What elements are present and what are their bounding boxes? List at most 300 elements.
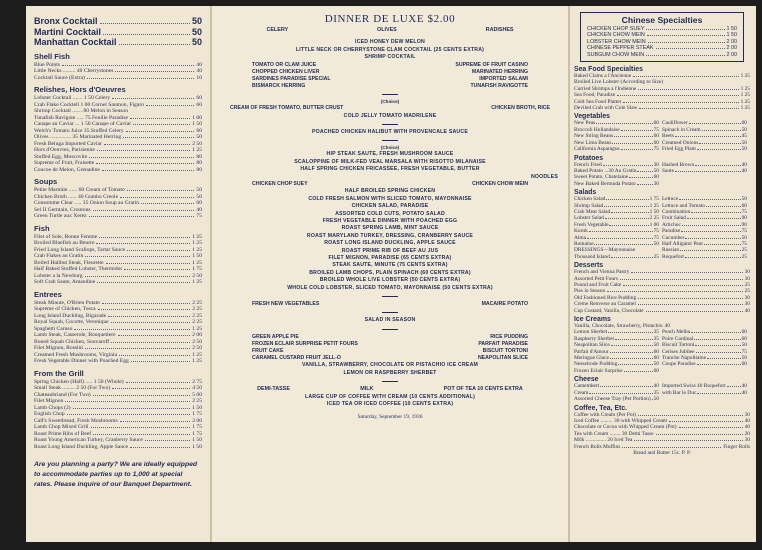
item-price: 40 bbox=[741, 383, 747, 390]
leader-dots bbox=[620, 279, 743, 280]
leader-dots bbox=[115, 71, 194, 72]
item-name: Artichoc bbox=[662, 221, 681, 228]
item-price: 1 25 bbox=[192, 233, 202, 240]
item-price: 40 bbox=[196, 61, 202, 68]
item-price: 1 50 bbox=[649, 208, 659, 215]
item-price: 25 bbox=[741, 253, 747, 260]
item-name: New Peas bbox=[574, 120, 596, 127]
starter-item: ICED HONEY DEW MELON bbox=[355, 39, 425, 46]
leader-dots bbox=[675, 136, 741, 137]
leader-dots bbox=[680, 250, 741, 251]
main-item: FILET MIGNON, PARADISE (65 CENTS EXTRA) bbox=[328, 254, 452, 261]
item-name: Stuffed Egg, Moscovite bbox=[34, 153, 88, 160]
item-name: CHICKEN CHOW MEIN bbox=[587, 32, 645, 39]
item-name: Kuruk bbox=[574, 228, 588, 235]
dessert-pair bbox=[222, 355, 558, 362]
section-title: Cheese bbox=[574, 376, 599, 384]
item-name: Consomme Clear ..... 35 Onion Soup au Gratin bbox=[34, 200, 140, 206]
leader-dots bbox=[106, 263, 191, 264]
leader-dots bbox=[119, 355, 190, 356]
leader-dots bbox=[646, 55, 724, 56]
item-name: New Baked Bermuda Potato bbox=[574, 180, 636, 187]
item-name: Iced Coffee ......... 30 with Whipped Cream bbox=[574, 417, 668, 424]
item-price: 60 bbox=[196, 200, 202, 206]
item-name: New String Beans bbox=[574, 133, 614, 140]
item-name: Imported Swiss 40 Roquefort bbox=[662, 383, 726, 390]
item-name: Roquefort bbox=[662, 253, 684, 260]
leader-dots bbox=[679, 199, 740, 200]
item-name: Biscuit Tortoni bbox=[662, 342, 695, 349]
item-price: 2 25 bbox=[192, 319, 202, 325]
item-name: Martini Cocktail bbox=[34, 26, 102, 37]
dessert-pair bbox=[222, 334, 558, 341]
soup-right: CHICKEN BROTH, RICE bbox=[491, 105, 550, 112]
item-name: Alma bbox=[574, 234, 586, 241]
menu-row bbox=[34, 444, 202, 451]
salad-item: SALAD IN SEASON bbox=[364, 317, 416, 324]
item-name: Pies in Season bbox=[574, 288, 606, 295]
item-name: Half Alligator Pear bbox=[662, 240, 704, 247]
item-name: French Rolls Muffins bbox=[574, 443, 621, 450]
leader-dots bbox=[697, 364, 741, 365]
main-item: BROILED WHOLE LIVE LOBSTER (50 CENTS EXTRA) bbox=[319, 277, 461, 284]
leader-dots bbox=[133, 124, 190, 125]
menu-item bbox=[574, 396, 662, 402]
item-price: 75 bbox=[196, 213, 202, 219]
item-price: 60 bbox=[196, 101, 202, 108]
leader-dots bbox=[638, 298, 742, 299]
item-name: Lamb Chops (2) bbox=[34, 404, 71, 411]
item-price: 2 75 bbox=[192, 378, 202, 385]
item-name: Soft Crab Saute, Amandine bbox=[34, 279, 96, 285]
item-price: 35 bbox=[653, 389, 659, 396]
item-price: 80 bbox=[196, 160, 202, 166]
leader-dots bbox=[126, 131, 195, 132]
item-price: 60 bbox=[653, 120, 659, 127]
leader-dots bbox=[606, 199, 648, 200]
item-name: California Asparagus bbox=[574, 146, 620, 153]
leader-dots bbox=[621, 130, 653, 131]
item-price: 1 50 bbox=[192, 253, 202, 259]
leader-dots bbox=[691, 332, 741, 333]
leader-dots bbox=[145, 440, 190, 441]
item-price: 1 75 bbox=[649, 196, 659, 203]
item-price: 2 25 bbox=[192, 299, 202, 306]
item-name: CHICKEN CHOP SUEY bbox=[587, 26, 645, 32]
leader-dots bbox=[695, 345, 740, 346]
item-price: 2 00 bbox=[726, 38, 737, 45]
leader-dots bbox=[656, 48, 725, 49]
leader-dots bbox=[73, 408, 191, 409]
item-name: Lobster a la Newburg bbox=[34, 272, 83, 279]
item-name: Shrimp Salad bbox=[574, 202, 604, 209]
starter-right: TUNAFISH RAVIGOTTE bbox=[470, 83, 528, 90]
item-price: 50 bbox=[196, 187, 202, 193]
menu-date: Saturday, September 19, 1936 bbox=[357, 414, 423, 421]
item-price: 50 bbox=[741, 355, 747, 362]
item-name: Assorted Cheese Tray (Per Portion) bbox=[574, 396, 651, 403]
item-price: 60 bbox=[653, 367, 659, 374]
item-price: 50 bbox=[191, 26, 202, 37]
item-price: 60 bbox=[196, 95, 202, 101]
item-name: Assorted Petit Fours bbox=[574, 275, 619, 282]
item-name: Royal Squab, Cocotte, Veronique bbox=[34, 319, 109, 325]
item-price: 30 bbox=[744, 294, 750, 301]
divider bbox=[382, 94, 398, 95]
leader-dots bbox=[74, 329, 190, 330]
leader-dots bbox=[89, 157, 194, 158]
item-name: Half Baked Stuffed Lobster, Thermidor bbox=[34, 266, 123, 272]
item-price: 1 50 bbox=[192, 404, 202, 411]
item-name: Cold Sea Food Platter bbox=[574, 98, 622, 105]
veg-right: MACAIRE POTATO bbox=[481, 300, 528, 307]
leader-dots bbox=[93, 210, 195, 211]
section-title: Potatoes bbox=[574, 154, 604, 162]
item-name: Chicken Salad bbox=[574, 196, 606, 203]
leader-dots bbox=[638, 415, 743, 416]
item-name: Cucumber bbox=[662, 234, 685, 241]
item-price: 1 50 bbox=[726, 26, 737, 32]
leader-dots bbox=[130, 447, 190, 448]
starter-left: TOMATO OR CLAM JUICE bbox=[252, 61, 317, 68]
leader-dots bbox=[112, 98, 194, 99]
item-name: Pound and Fruit Cake bbox=[574, 282, 622, 288]
leader-dots bbox=[695, 165, 740, 166]
item-name: Crab Flake Cocktell 1 00 Cornel Saumon, Figaro bbox=[34, 101, 144, 108]
item-price: 75 bbox=[653, 234, 659, 241]
item-price: 1 75 bbox=[192, 430, 202, 437]
starter-pair bbox=[222, 69, 558, 76]
item-price: 35 bbox=[653, 335, 659, 342]
starter-right: SUPREME OF FRUIT CASINO bbox=[455, 61, 528, 68]
main-item: NOODLES bbox=[530, 173, 558, 180]
menu-item bbox=[662, 168, 750, 174]
leader-dots bbox=[607, 291, 742, 292]
leader-dots bbox=[652, 399, 653, 400]
dessert-right: NEAPOLITAN SLICE bbox=[477, 355, 528, 362]
item-price: 1 50 bbox=[192, 437, 202, 443]
dessert-left: GREEN APPLE PIE bbox=[252, 333, 299, 340]
item-price: 1 00 bbox=[649, 221, 659, 228]
item-name: Coffee with Cream (Per Pot) bbox=[574, 411, 636, 418]
item-name: DRESSINGS—Mayonnaise bbox=[574, 247, 636, 254]
leader-dots bbox=[97, 282, 190, 283]
bread-note: Bread and Butter 15c. P. P. bbox=[633, 449, 691, 456]
leader-dots bbox=[104, 144, 190, 145]
drink-item: MILK bbox=[360, 386, 374, 393]
main-item: ROAST MARYLAND TURKEY, DRESSING, CRANBERRY SAUCE bbox=[306, 232, 474, 239]
relish-item: CELERY bbox=[266, 27, 289, 33]
item-name: Petite Marmite ...... 60 Cream of Tomato bbox=[34, 187, 125, 193]
item-price: 25 bbox=[741, 247, 747, 254]
leader-dots bbox=[120, 421, 191, 422]
menu-item bbox=[574, 146, 662, 152]
leader-dots bbox=[621, 149, 653, 150]
item-name: Lemon Sherbet bbox=[574, 329, 608, 336]
item-name: Bronx Cocktail bbox=[34, 16, 98, 26]
menu-row bbox=[34, 213, 202, 220]
dessert-left: FROZEN ECLAIR SURPRISE PETIT FOURS bbox=[252, 340, 358, 347]
item-price: 50 bbox=[196, 134, 202, 140]
item-name: Cocktail Sauce (Extra) bbox=[34, 74, 85, 81]
dessert-right: PARFAIT PARADISE bbox=[478, 340, 528, 347]
leader-dots bbox=[704, 244, 741, 245]
item-price: 60 bbox=[741, 361, 747, 368]
item-name: French and Vienna Pastry bbox=[574, 269, 630, 276]
leader-dots bbox=[618, 364, 652, 365]
leader-dots bbox=[669, 421, 743, 422]
drink-item: POT OF TEA 10 CENTS EXTRA bbox=[443, 386, 523, 393]
leader-dots bbox=[93, 434, 190, 435]
starter-pair bbox=[222, 83, 558, 90]
item-name: Broccoli Hollandaise bbox=[574, 126, 620, 133]
item-name: Old Fashioned Rice Pudding bbox=[574, 294, 637, 301]
leader-dots bbox=[685, 257, 741, 258]
starter-right: MARINATED HERRING bbox=[471, 68, 528, 75]
main-item: HALF BROILED SPRING CHICKEN bbox=[344, 188, 436, 195]
main-item: WHOLE COLD LOBSTER, SLICED TOMATO, MAYONNAISE (50 CENTS EXTRA) bbox=[287, 284, 493, 291]
item-price: 1 25 bbox=[740, 98, 750, 105]
dessert-pair bbox=[222, 348, 558, 355]
item-name: Vanilla, Chocolate, Strawberry, Pistachio bbox=[574, 323, 663, 330]
item-name: Little Necks ......... 40 Cherrystones bbox=[34, 68, 114, 74]
item-price: 60 bbox=[741, 329, 747, 336]
item-price: 40 bbox=[744, 307, 750, 314]
menu-item bbox=[662, 361, 750, 367]
item-price: 60 bbox=[653, 133, 659, 140]
item-name: Crab Flakes au Gratin bbox=[34, 253, 84, 259]
leader-dots bbox=[596, 123, 652, 124]
item-name: SUBGUM CHOW MEIN bbox=[587, 51, 645, 58]
item-name: Lobster Salad bbox=[574, 215, 604, 222]
item-price: 30 bbox=[653, 180, 659, 187]
main-item: FRESH VEGETABLE DINNER WITH POACHED EGG bbox=[322, 217, 458, 224]
item-price: 2 25 bbox=[192, 398, 202, 404]
item-price: 30 bbox=[653, 161, 659, 168]
item-price: 1 25 bbox=[192, 358, 202, 364]
item-price: 1 00 bbox=[192, 114, 202, 121]
leader-dots bbox=[603, 165, 653, 166]
item-price: 2 50 bbox=[192, 338, 202, 345]
item-price: 1 25 bbox=[192, 246, 202, 253]
main-item: SCALOPPINE OF MILK-FED VEAL MARSALA WITH RISOTTO MILANAISE bbox=[294, 158, 486, 165]
menu-item bbox=[574, 254, 662, 260]
menu-item bbox=[574, 181, 662, 187]
item-price: 80 bbox=[196, 153, 202, 160]
item-name: Hashed Brown bbox=[662, 161, 695, 168]
item-name: Poire Cardinal bbox=[662, 335, 694, 342]
left-panel bbox=[26, 6, 210, 542]
divider bbox=[382, 312, 398, 313]
dessert-item: LEMON OR RASPBERRY SHERBET bbox=[343, 369, 437, 376]
leader-dots bbox=[617, 95, 738, 96]
item-name: Deviled Crab with Cole Slaw bbox=[574, 105, 638, 112]
dessert-right: BISCUIT TORTONI bbox=[482, 347, 528, 354]
item-price: 50 bbox=[191, 16, 202, 26]
item-price: 25 bbox=[653, 253, 659, 260]
item-name: Saute bbox=[662, 167, 674, 174]
leader-dots bbox=[98, 309, 191, 310]
leader-dots bbox=[648, 42, 725, 43]
leader-dots bbox=[605, 218, 649, 219]
item-name: Cauliflower bbox=[662, 120, 688, 127]
item-name: Boiled Halibut Steak, Fleurette bbox=[34, 259, 104, 266]
leader-dots bbox=[656, 434, 743, 435]
menu-row bbox=[574, 254, 750, 260]
item-price: 1 75 bbox=[192, 411, 202, 417]
item-name: Baked Clams a l'Ancienne bbox=[574, 73, 632, 80]
main-item: BROILED LAMB CHOPS, PLAIN SPINACH (60 CENTS EXTRA) bbox=[309, 269, 471, 276]
chow-pair bbox=[222, 181, 558, 188]
leader-dots bbox=[126, 382, 191, 383]
menu-row bbox=[34, 16, 202, 27]
item-price: 1 50 bbox=[192, 121, 202, 127]
leader-dots bbox=[682, 225, 741, 226]
leader-dots bbox=[112, 388, 190, 389]
leader-dots bbox=[108, 316, 190, 317]
leader-dots bbox=[615, 339, 653, 340]
item-name: Meringue Glace bbox=[574, 355, 609, 362]
item-name: Coucoe de Melon, Grenadine bbox=[34, 166, 100, 173]
item-price: 75 bbox=[653, 228, 659, 235]
leader-dots bbox=[638, 304, 743, 305]
item-price: 2 25 bbox=[192, 312, 202, 319]
main-item: ROAST LONG ISLAND DUCKLING, APPLE SAUCE bbox=[324, 240, 456, 247]
leader-dots bbox=[638, 89, 738, 90]
item-price: 75 bbox=[741, 240, 747, 247]
item-name: Cup Custard, Vanilla, Chocolate bbox=[574, 307, 644, 314]
main-item: ROAST PRIME RIB OF BEEF AU JUS bbox=[341, 247, 439, 254]
item-price: 50 bbox=[741, 139, 747, 146]
item-price: 1 75 bbox=[192, 266, 202, 272]
leader-dots bbox=[623, 102, 738, 103]
item-price: 75 bbox=[741, 208, 747, 215]
item-name: Chateaubriand (For Two) bbox=[34, 391, 91, 398]
banquet-note: Are you planning a party? We are ideally equipped to accommodate parties up to 1,000 at special rates. Please inquire of our Banquet Department. bbox=[34, 461, 198, 488]
leader-dots bbox=[631, 272, 742, 273]
item-name: Roast Young American Turkey, Cranberry Sauce bbox=[34, 437, 143, 443]
chinese-specialties-box bbox=[580, 12, 744, 62]
main-item: STEAK SAUTE, MINUTE (75 CENTS EXTRA) bbox=[332, 262, 448, 269]
item-name: Peach Melba bbox=[662, 329, 690, 336]
item-price: 25 bbox=[744, 282, 750, 288]
starter-item: LITTLE NECK OR CHERRYSTONE CLAM COCKTAIL (25 CENTS EXTRA) bbox=[295, 46, 485, 53]
item-price: 2 50 bbox=[192, 345, 202, 351]
item-name: Canape au Caviar ... 1 50 Canape of Caviar bbox=[34, 121, 132, 127]
leader-dots bbox=[646, 311, 743, 312]
item-name: Fresh Vegetable bbox=[574, 221, 609, 228]
leader-dots bbox=[124, 269, 190, 270]
item-name: Lettuce bbox=[662, 196, 679, 203]
fish-course: POACHED CHICKEN HALIBUT WITH PROVENCALE SAUCE bbox=[312, 129, 468, 136]
leader-dots bbox=[100, 23, 190, 24]
menu-row bbox=[34, 279, 202, 286]
item-price: 30 bbox=[744, 437, 750, 444]
menu-row bbox=[574, 146, 750, 152]
item-name: Sea Food, Paradise bbox=[574, 92, 616, 99]
starter-pair bbox=[222, 76, 558, 83]
item-price: 2 00 bbox=[192, 332, 202, 338]
item-price: 60 bbox=[653, 139, 659, 146]
section-title: Entrees bbox=[34, 289, 62, 299]
soup-pair bbox=[222, 105, 558, 112]
relish-line bbox=[222, 27, 558, 34]
leader-dots bbox=[689, 123, 741, 124]
section-title: Soups bbox=[34, 177, 58, 186]
item-name: Frozen Eclair Surprise bbox=[574, 367, 623, 374]
item-name: Broiled Live Lobster (According to Size) bbox=[574, 79, 664, 86]
item-name: with Bar le Duc bbox=[662, 389, 697, 396]
item-price: 1 50 bbox=[726, 32, 737, 39]
dessert-left: CARAMEL CUSTARD FRUIT JELL-O bbox=[252, 355, 341, 362]
item-price: 50 bbox=[741, 146, 747, 153]
right-panel bbox=[570, 6, 756, 542]
dessert-item: VANILLA, STRAWBERRY, CHOCOLATE OR PISTACHIO ICE CREAM bbox=[301, 362, 479, 369]
leader-dots bbox=[131, 361, 190, 362]
item-name: Broiled Bluefish au Beurre bbox=[34, 240, 95, 246]
item-price: 40 bbox=[664, 323, 670, 330]
item-price: 10 bbox=[196, 74, 202, 81]
divider bbox=[382, 329, 398, 330]
item-name: Fruit Salad bbox=[662, 215, 686, 222]
item-price: 35 bbox=[653, 329, 659, 336]
menu-row bbox=[574, 105, 750, 111]
item-price: 2 00 bbox=[726, 45, 737, 52]
item-name: Coupe Paradise bbox=[662, 361, 696, 368]
leader-dots bbox=[612, 143, 652, 144]
item-price: 25 bbox=[744, 288, 750, 295]
menu-item bbox=[662, 390, 750, 396]
item-price: 30 bbox=[744, 411, 750, 418]
leader-dots bbox=[102, 303, 190, 304]
item-name: Welch's Tomato Juice 35 Stuffed Celery bbox=[34, 127, 124, 134]
leader-dots bbox=[702, 130, 741, 131]
section-title: Coffee, Tea, Etc. bbox=[574, 404, 628, 412]
relish-item: RADISHES bbox=[485, 27, 514, 33]
leader-dots bbox=[697, 393, 740, 394]
leader-dots bbox=[696, 352, 741, 353]
item-price: 1 25 bbox=[192, 240, 202, 246]
divider bbox=[382, 381, 398, 382]
section-title: Vegetables bbox=[574, 113, 611, 121]
section-title: From the Grill bbox=[34, 368, 84, 378]
item-name: Tranche Napolitaine bbox=[662, 355, 706, 362]
leader-dots bbox=[679, 427, 743, 428]
leader-dots bbox=[85, 276, 191, 277]
item-name: Manhattan Cocktail bbox=[34, 37, 117, 47]
soup-left: CREAM OF FRESH TOMATO, BUTTER CRUST bbox=[230, 105, 344, 112]
section-title: Chinese Specialties bbox=[621, 15, 703, 25]
leader-dots bbox=[675, 171, 741, 172]
item-name: Tea with Cream ........ 30 Demi Tasse bbox=[574, 430, 654, 437]
section-title: Sea Food Specialties bbox=[574, 66, 643, 74]
leader-dots bbox=[629, 177, 653, 178]
item-price: 60 bbox=[653, 174, 659, 181]
item-price: 1 25 bbox=[649, 202, 659, 209]
menu-title: DINNER DE LUXE $2.00 bbox=[324, 13, 456, 25]
item-price: 90 bbox=[741, 215, 747, 222]
item-name: Creamed Fresh Mushrooms, Virginia bbox=[34, 351, 118, 358]
item-price: 1 25 bbox=[740, 73, 750, 80]
item-price: 60 bbox=[196, 127, 202, 134]
veg-left: FRESH NEW VEGETABLES bbox=[252, 300, 320, 307]
item-price: 60 bbox=[741, 202, 747, 209]
soup-item: COLD JELLY TOMATO MADRILENE bbox=[343, 112, 437, 119]
leader-dots bbox=[62, 65, 194, 66]
item-price: 90 bbox=[741, 221, 747, 228]
main-item: CHICKEN SALAD, PARADISE bbox=[351, 203, 429, 210]
item-price: 50 bbox=[653, 167, 659, 174]
